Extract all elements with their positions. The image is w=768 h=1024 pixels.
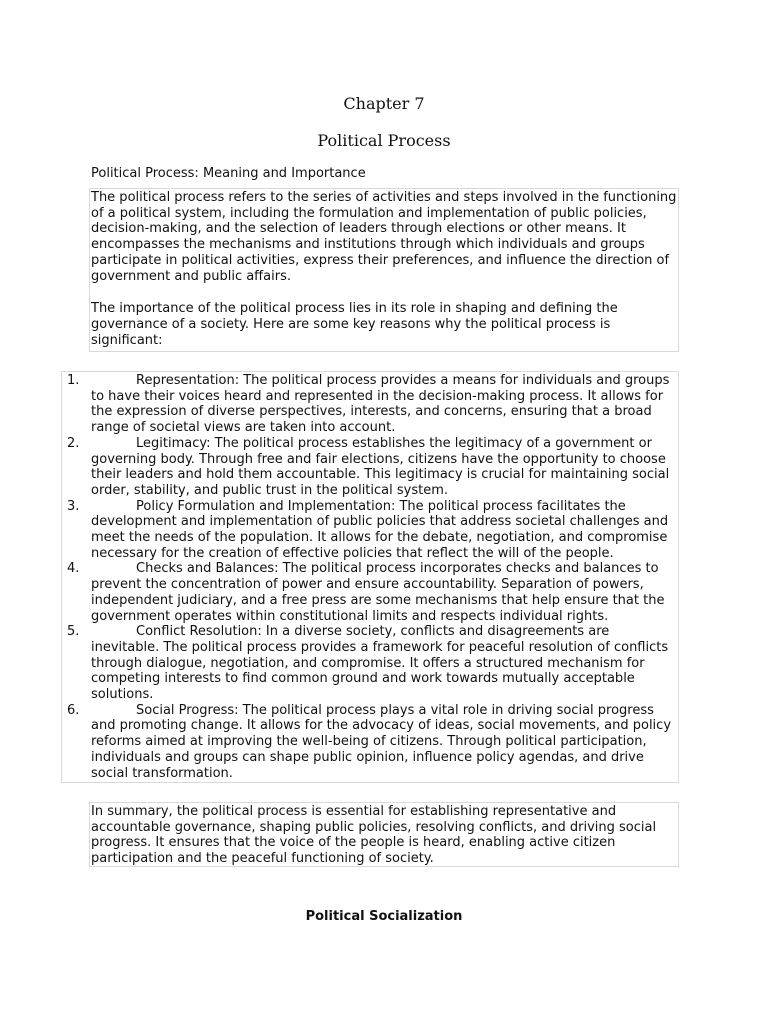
chapter-title: Chapter 7 (343, 94, 425, 113)
summary-paragraph: In summary, the political process is essential for establishing representative and accountable governance, shaping public policies, resolving conflicts, and driving social progress. It ensures that the voice of the people is heard, enabling active citizen participation and the peaceful functioning of society. (91, 804, 657, 867)
list-item-number: 3. (67, 498, 80, 514)
reasons-list-box (61, 371, 679, 783)
summary-text-box (89, 802, 679, 867)
list-item-number: 5. (67, 624, 80, 640)
reasons-list (62, 373, 678, 781)
list-item-number: 4. (67, 561, 80, 577)
list-item (62, 561, 678, 624)
list-item (62, 624, 678, 703)
intro-paragraph-2: The importance of the political process lies in its role in shaping and defining the governance of a society. Here are some key reasons why the political process is significant: (91, 301, 618, 348)
next-section-heading: Political Socialization (305, 909, 463, 924)
list-item (62, 436, 678, 499)
list-item-number: 2. (67, 435, 80, 451)
list-item-text: Checks and Balances: The political process incorporates checks and balances to prevent the concentration of power and ensure accountability. Separation of powers, independent judiciary, and a free press are some mechanisms that help ensure that the government operates within constitutional limits and respects individual rights. (91, 561, 665, 624)
list-item-text: Policy Formulation and Implementation: The political process facilitates the development and implementation of public policies that address societal challenges and meet the needs of the population. It allows for the debate, negotiation, and compromise necessary for the creation of effective policies that reflect the will of the people. (91, 498, 669, 561)
list-item-text: Legitimacy: The political process establishes the legitimacy of a government or governing body. Through free and fair elections, citizens have the opportunity to choose their leaders and hold them accountable. This legitimacy is crucial for maintaining social order, stability, and public trust in the political system. (91, 435, 670, 498)
list-item-number: 1. (67, 373, 80, 388)
page-title: Political Process (317, 131, 451, 150)
list-item-text: Conflict Resolution: In a diverse society, conflicts and disagreements are inevitable. The political process provides a framework for peaceful resolution of conflicts through dialogue, negotiation, and compromise. It offers a structured mechanism for competing interests to find common ground and work towards mutually acceptable solutions. (91, 624, 669, 703)
section-subheading: Political Process: Meaning and Importance (91, 166, 366, 181)
list-item (62, 703, 678, 782)
list-item (62, 373, 678, 436)
list-item-text: Social Progress: The political process plays a vital role in driving social progress and promoting change. It allows for the advocacy of ideas, social movements, and policy reforms aimed at improving the well-being of citizens. Through political participation, individuals and groups can shape public opinion, influence policy agendas, and drive social transformation. (91, 702, 672, 781)
intro-text-box (89, 188, 679, 352)
list-item-text: Representation: The political process provides a means for individuals and groups to have their voices heard and represented in the decision-making process. It allows for the expression of diverse perspectives, interests, and concerns, ensuring that a broad range of societal views are taken into account. (91, 373, 670, 436)
list-item (62, 499, 678, 562)
list-item-number: 6. (67, 702, 80, 718)
intro-paragraph-1: The political process refers to the series of activities and steps involved in the functioning of a political system, including the formulation and implementation of public policies, decision-making, and the selection of leaders through elections or other means. It encompasses the mechanisms and institutions through which individuals and groups participate in political activities, express their preferences, and influence the direction of government and public affairs. (91, 190, 677, 284)
